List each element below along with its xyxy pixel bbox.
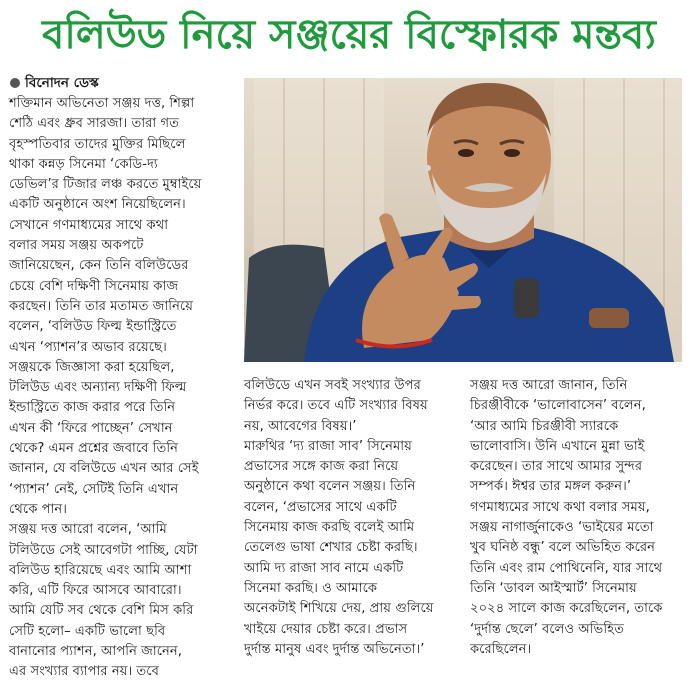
column-2-text: বলিউডে এখন সবই সংখ্যার উপর নির্ভর করে। তবে এটি সংখ্যার বিষয় নয়, আবেগের বিষয়।’ মারুথির ‘দ্য রাজা সাব’ সিনেমায় প্রভাসের সঙ্গে কাজ করা নিয়ে অনুষ্ঠানে কথা বলেন সঞ্জয়। তিনি বলেন, ‘প্রভাসের সাথে একটি সিনেমায় কাজ করছি বলেই আমি তেলেগু ভাষা শেখার চেষ্টা করছি। আমি দ্য রাজা সাব নামে একটি সিনেমা করছি। ও আমাকে অনেকটাই শিখিয়ে দেয়, প্রায় গুলিয়ে খাইয়ে দেয়ার চেষ্টা করে। প্রভাস দুর্দান্ত মানুষ এবং দুর্দান্ত অভিনেতা।’ (244, 378, 434, 657)
column-3-text: সঞ্জয় দত্ত আরো জানান, তিনি চিরঞ্জীবীকে ‘ভালোবাসেন’ বলেন, ‘আর আমি চিরঞ্জীবী স্যারকে ভালোবাসি। উনি এখানে মুন্না ভাই করেছেন। তার সাথে আমার সুন্দর সম্পর্ক। ঈশ্বর তার মঙ্গল করুন।’ গণমাধ্যমের সাথে কথা বলার সময়, সঞ্জয় নাগার্জুনাকেও ‘ভাইয়ের মতো খুব ঘনিষ্ঠ বন্ধু’ বলে অভিহিত করেন তিনি এবং রাম পোথিনেনি, যার সাথে তিনি ‘ডাবল আইস্মার্ট’ সিনেমায় ২০২৪ সালে কাজ করেছিলেন, তাকে ‘দুর্দান্ত ছেলে’ বলেও অভিহিত করেছিলেন। (470, 378, 663, 657)
article-column-3 (470, 376, 692, 660)
bullet-icon (10, 78, 20, 88)
article-column-1 (9, 94, 241, 683)
photo-illustration (244, 78, 682, 362)
headline: বলিউড নিয়ে সঞ্জয়ের বিস্ফোরক মন্তব্য (42, 12, 656, 58)
byline (10, 74, 240, 92)
article-column-2 (244, 376, 459, 660)
byline-label: বিনোদন ডেস্ক (25, 75, 99, 91)
article-photo (244, 78, 682, 362)
column-1-text: শক্তিমান অভিনেতা সঞ্জয় দত্ত, শিল্পা শেঠি এবং ধ্রুব সারজা। তারা গত বৃহস্পতিবার তাদের মুক্তির মিছিলে থাকা কন্নড় সিনেমা ‘কেডি-দ্য ডেভিল’র টিজার লঞ্চ করতে মুম্বাইয়ে একটি অনুষ্ঠানে অংশ নিয়েছিলেন। সেখানে গণমাধ্যমের সাথে কথা বলার সময় সঞ্জয় অকপটে জানিয়েছেন, কেন তিনি বলিউডের চেয়ে বেশি দক্ষিণী সিনেমায় কাজ করছেন। তিনি তার মতামত জানিয়ে বলেন, ‘বলিউড ফিল্ম ইন্ডাস্ট্রিতে এখন ‘প্যাশন’র অভাব রয়েছে। সঞ্জয়কে জিজ্ঞাসা করা হয়েছিল, টলিউড এবং অন্যান্য দক্ষিণী ফিল্ম ইন্ডাস্ট্রিতে কাজ করার পরে তিনি এখন কী ‘ফিরে পাচ্ছেন’ সেখান থেকে? এমন প্রশ্নের জবাবে তিনি জানান, যে বলিউডে এখন আর সেই ‘প্যাশন’ নেই, সেটিই তিনি এখান থেকে পান। সঞ্জয় দত্ত আরো বলেন, ‘আমি টলিউডে সেই আবেগটা পাচ্ছি, যেটা বলিউড হারিয়েছে এবং আমি আশা করি, এটি ফিরে আসবে আবারো। আমি যেটি সব থেকে বেশি মিস করি সেটি হলো– একটি ভালো ছবি বানানোর প্যাশন, আপনি জানেন, এর সংখ্যার ব্যাপার নয়। তবে (9, 96, 202, 680)
